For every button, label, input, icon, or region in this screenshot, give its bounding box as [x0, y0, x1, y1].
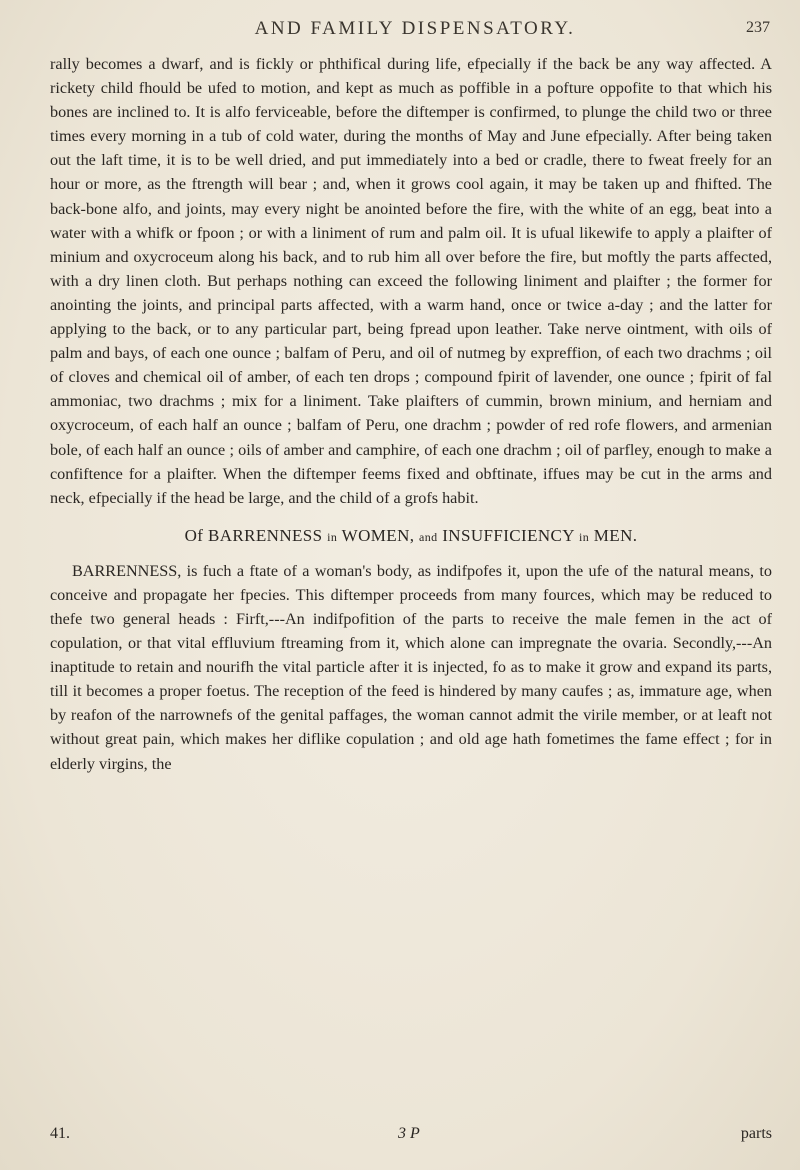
- heading-word-of: Of: [184, 525, 204, 545]
- paragraph-rickets-treatment: rally becomes a dwarf, and is fickly or phthifical during life, efpecially if the back be any way affected. A rickety child fhould be ufed to motion, and kept as much as poffible in a pofture oppofite to that which his bones are inclined to. It is alfo ferviceable, before the diftemper is confirmed, to plunge the child two or three times every morning in a tub of cold water, during the months of May and June efpecially. After being taken out the laft time, it is to be well dried, and put immediately into a bed or cradle, there to fweat freely for an hour or more, as the ftrength will bear ; and, when it grows cool again, it may be taken up and fhifted. The back-bone alfo, and joints, may every night be anointed before the fire, with the white of an egg, beat into a water with a whifk or fpoon ; or with a liniment of rum and palm oil. It is ufual likewife to apply a plaifter of minium and oxycroceum along his back, and to rub him all over before the fire, but moftly the parts affected, with a dry linen cloth. But perhaps nothing can exceed the following liniment and plaifter ; the former for anointing the joints, and principal parts affected, with a warm hand, once or twice a-day ; and the latter for applying to the back, or to any particular part, being fpread upon leather. Take nerve ointment, with oils of palm and bays, of each one ounce ; balfam of Peru, and oil of nutmeg by expreffion, of each two drachms ; oil of cloves and chemical oil of amber, of each ten drops ; compound fpirit of lavender, one ounce ; fpirit of fal ammoniac, two drachms ; mix for a liniment. Take plaifters of cummin, brown minium, and herniam and oxycroceum, of each half an ounce ; balfam of Peru, one drachm ; powder of red rofe flowers, and armenian bole, of each half an ounce ; oils of amber and camphire, of each one drachm ; oil of parfley, enough to make a confiftence for a plaifter. When the diftemper feems fixed and obftinate, iffues may be cut in the arms and neck, efpecially if the head be large, and the child of a grofs habit.: [50, 55, 772, 507]
- heading-word-and: and: [419, 529, 438, 544]
- heading-word-barrenness: BARRENNESS: [207, 525, 323, 545]
- heading-word-in: in: [327, 529, 338, 544]
- heading-word-insufficiency: INSUFFICIENCY: [442, 525, 575, 545]
- page-footer: [50, 1125, 772, 1153]
- heading-word-in-2: in: [578, 529, 590, 544]
- catchword: parts: [740, 1125, 772, 1142]
- page-number: 237: [746, 19, 770, 36]
- body-text: [50, 52, 772, 776]
- running-head: [110, 18, 770, 48]
- signature-mark: 3 P: [398, 1125, 420, 1142]
- running-head-title: AND FAMILY DISPENSATORY.: [254, 18, 576, 39]
- section-heading: [50, 524, 772, 549]
- signature-number: 41.: [50, 1125, 70, 1142]
- heading-word-women: WOMEN,: [341, 525, 415, 545]
- heading-word-men: MEN.: [593, 525, 638, 545]
- paragraph-barrenness: BARRENNESS, is fuch a ftate of a woman's body, as indifpofes it, upon the ufe of the natural means, to conceive and propagate her fpecies. This diftemper proceeds from many fources, which may be reduced to thefe two general heads : Firft,---An indifpofition of the parts to receive the male femen in the act of copulation, or that vital effluvium ftreaming from it, which alone can impregnate the ovaria. Secondly,---An inaptitude to retain and nourifh the vital particle after it is injected, fo as to make it grow and expand its parts, till it becomes a proper foetus. The reception of the feed is hindered by many caufes ; as, immature age, when by reafon of the narrownefs of the genital paffages, the woman cannot admit the virile member, or at leaft not without great pain, which makes her diflike copulation ; and old age hath fometimes the fame effect ; for in elderly virgins, the: [50, 561, 772, 773]
